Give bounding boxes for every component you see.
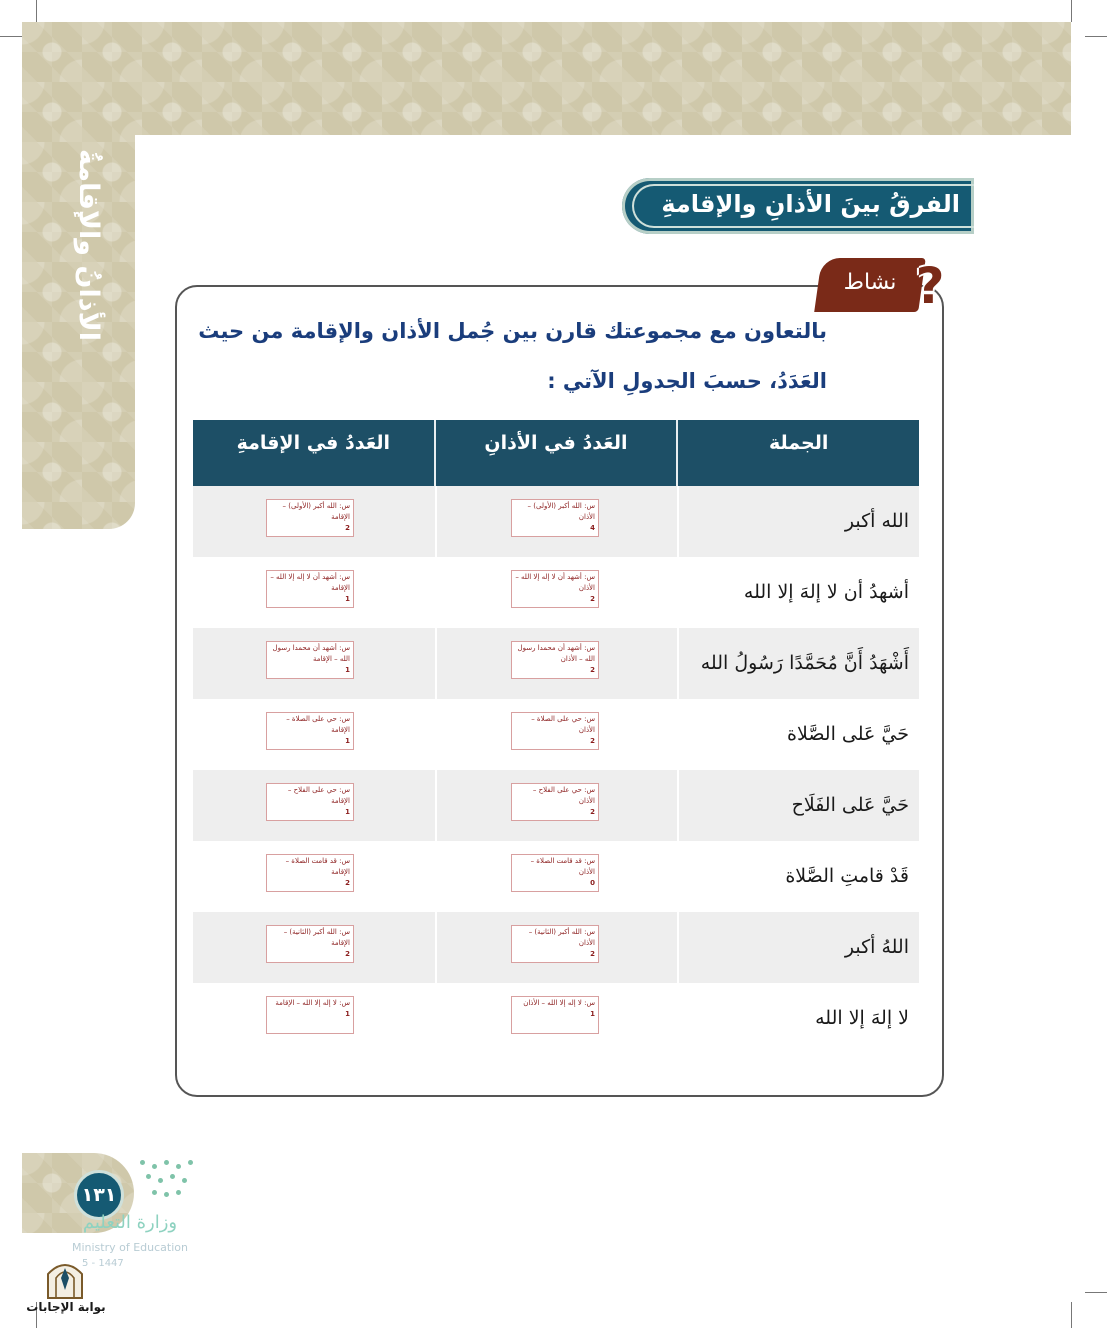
answer-value: 2	[345, 879, 350, 887]
answer-field[interactable]	[266, 712, 354, 750]
logo-dot	[164, 1192, 169, 1197]
answer-field[interactable]	[511, 641, 599, 679]
phrase-cell: حَيَّ عَلى الصَّلاة	[677, 699, 919, 770]
iqama-count-cell	[193, 557, 435, 628]
answer-field[interactable]	[266, 783, 354, 821]
phrase-cell: أَشْهَدُ أَنَّ مُحَمَّدًا رَسُولُ الله	[677, 628, 919, 699]
answer-question: س: أشهد أن محمدا رسول الله – الإقامة	[272, 644, 350, 663]
adhan-count-cell	[435, 912, 677, 983]
answer-value: 1	[345, 1010, 350, 1018]
answer-value: 2	[590, 950, 595, 958]
header-adhan-count: العَددُ في الأذانِ	[434, 420, 677, 486]
answer-question: س: لا إله إلا الله – الإقامة	[275, 999, 350, 1007]
iqama-count-cell	[193, 628, 435, 699]
adhan-count-cell	[435, 557, 677, 628]
answer-field[interactable]	[511, 712, 599, 750]
answer-question: س: أشهد أن لا إله إلا الله – الأذان	[515, 573, 595, 592]
logo-dot	[176, 1164, 181, 1169]
answer-field[interactable]	[266, 925, 354, 963]
answer-value: 2	[590, 808, 595, 816]
answer-question: س: الله أكبر (الأولى) – الإقامة	[282, 502, 350, 521]
top-decorative-band	[22, 22, 1071, 135]
header-phrase: الجملة	[676, 420, 919, 486]
chapter-title: الأذانُ والإقامةُ	[73, 149, 104, 341]
crop-mark	[36, 0, 37, 22]
phrase-cell: لا إلهَ إلا الله	[677, 983, 919, 1054]
header-iqama-count: العَددُ في الإقامةِ	[236, 432, 391, 454]
table-header	[193, 420, 919, 486]
answer-question: س: الله أكبر (الثانية) – الأذان	[528, 928, 595, 947]
section-banner	[622, 178, 974, 234]
table-row	[193, 841, 919, 912]
iqama-count-cell	[193, 841, 435, 912]
iqama-count-cell	[193, 770, 435, 841]
page-number: ١٣١	[74, 1170, 124, 1220]
logo-dot	[182, 1178, 187, 1183]
crop-mark	[1071, 0, 1072, 22]
logo-dot	[176, 1190, 181, 1195]
answer-question: س: قد قامت الصلاة – الأذان	[530, 857, 595, 876]
table-row	[193, 486, 919, 557]
answer-value: 1	[345, 737, 350, 745]
logo-dot	[152, 1190, 157, 1195]
answer-field[interactable]	[511, 783, 599, 821]
answer-question: س: أشهد أن لا إله إلا الله – الإقامة	[270, 573, 350, 592]
answer-question: س: لا إله إلا الله – الأذان	[523, 999, 595, 1007]
phrase-cell: أشهدُ أن لا إلهَ إلا الله	[677, 557, 919, 628]
answer-value: 2	[345, 950, 350, 958]
answer-value: 1	[345, 595, 350, 603]
phrase-cell: الله أكبر	[677, 486, 919, 557]
answer-field[interactable]	[511, 499, 599, 537]
table-row	[193, 699, 919, 770]
adhan-count-cell	[435, 486, 677, 557]
answer-question: س: الله أكبر (الثانية) – الإقامة	[283, 928, 350, 947]
answer-value: 2	[590, 737, 595, 745]
adhan-count-cell	[435, 628, 677, 699]
answer-question: س: أشهد أن محمدا رسول الله – الأذان	[517, 644, 595, 663]
answer-field[interactable]	[511, 570, 599, 608]
activity-instruction: بالتعاون مع مجموعتك قارن بين جُمل الأذان والإقامة من حيث العَدَدُ، حسبَ الجدولِ الآتي :	[198, 319, 827, 393]
logo-dot	[188, 1160, 193, 1165]
section-title: الفرقُ بينَ الأذانِ والإقامةِ	[661, 190, 960, 218]
logo-dot	[146, 1174, 151, 1179]
crop-mark	[0, 36, 22, 37]
answer-value: 1	[345, 808, 350, 816]
answer-question: س: حي على الفلاح – الإقامة	[287, 786, 350, 805]
table-row	[193, 912, 919, 983]
adhan-count-cell	[435, 770, 677, 841]
answer-field[interactable]	[266, 854, 354, 892]
logo-dot	[152, 1164, 157, 1169]
crop-mark	[1085, 1292, 1107, 1293]
phrase-cell: اللهُ أكبر	[677, 912, 919, 983]
logo-dot	[170, 1174, 175, 1179]
table-row	[193, 628, 919, 699]
crop-mark	[1085, 36, 1107, 37]
question-mark-icon: ?	[915, 257, 945, 315]
adhan-count-cell	[435, 699, 677, 770]
ministry-name-arabic: وزارة التعليم	[82, 1212, 178, 1233]
answer-field[interactable]	[266, 499, 354, 537]
answer-value: 2	[590, 666, 595, 674]
portal-logo-icon	[44, 1256, 86, 1300]
table-row	[193, 983, 919, 1054]
iqama-count-cell	[193, 912, 435, 983]
table-row	[193, 557, 919, 628]
answer-value: 2	[590, 595, 595, 603]
answer-field[interactable]	[266, 996, 354, 1034]
answer-field[interactable]	[266, 570, 354, 608]
answer-value: 1	[590, 1010, 595, 1018]
answer-field[interactable]	[511, 854, 599, 892]
crop-mark	[1071, 1302, 1072, 1328]
iqama-count-cell	[193, 699, 435, 770]
portal-label: بوابة الإجابات	[26, 1300, 106, 1314]
table-row	[193, 770, 919, 841]
answer-field[interactable]	[511, 925, 599, 963]
phrase-cell: قَدْ قامتِ الصَّلاة	[677, 841, 919, 912]
edition-year: 5 - 1447	[82, 1258, 124, 1269]
answer-field[interactable]	[511, 996, 599, 1034]
activity-label: نشاط	[843, 270, 897, 295]
phrase-cell: حَيَّ عَلى الفَلَاح	[677, 770, 919, 841]
adhan-count-cell	[435, 983, 677, 1054]
iqama-count-cell	[193, 486, 435, 557]
answer-question: س: قد قامت الصلاة – الإقامة	[285, 857, 350, 876]
iqama-count-cell	[193, 983, 435, 1054]
answer-field[interactable]	[266, 641, 354, 679]
answer-value: 1	[345, 666, 350, 674]
adhan-count-cell	[435, 841, 677, 912]
answer-value: 2	[345, 524, 350, 532]
answer-question: س: الله أكبر (الأولى) – الأذان	[527, 502, 595, 521]
logo-dot	[158, 1178, 163, 1183]
answer-question: س: حي على الفلاح – الأذان	[532, 786, 595, 805]
ministry-name-english: Ministry of Education	[71, 1241, 188, 1254]
logo-dot	[164, 1160, 169, 1165]
answer-value: 0	[590, 879, 595, 887]
answer-question: س: حي على الصلاة – الإقامة	[286, 715, 350, 734]
answer-question: س: حي على الصلاة – الأذان	[531, 715, 595, 734]
answer-value: 4	[590, 524, 595, 532]
logo-dot	[140, 1160, 145, 1165]
